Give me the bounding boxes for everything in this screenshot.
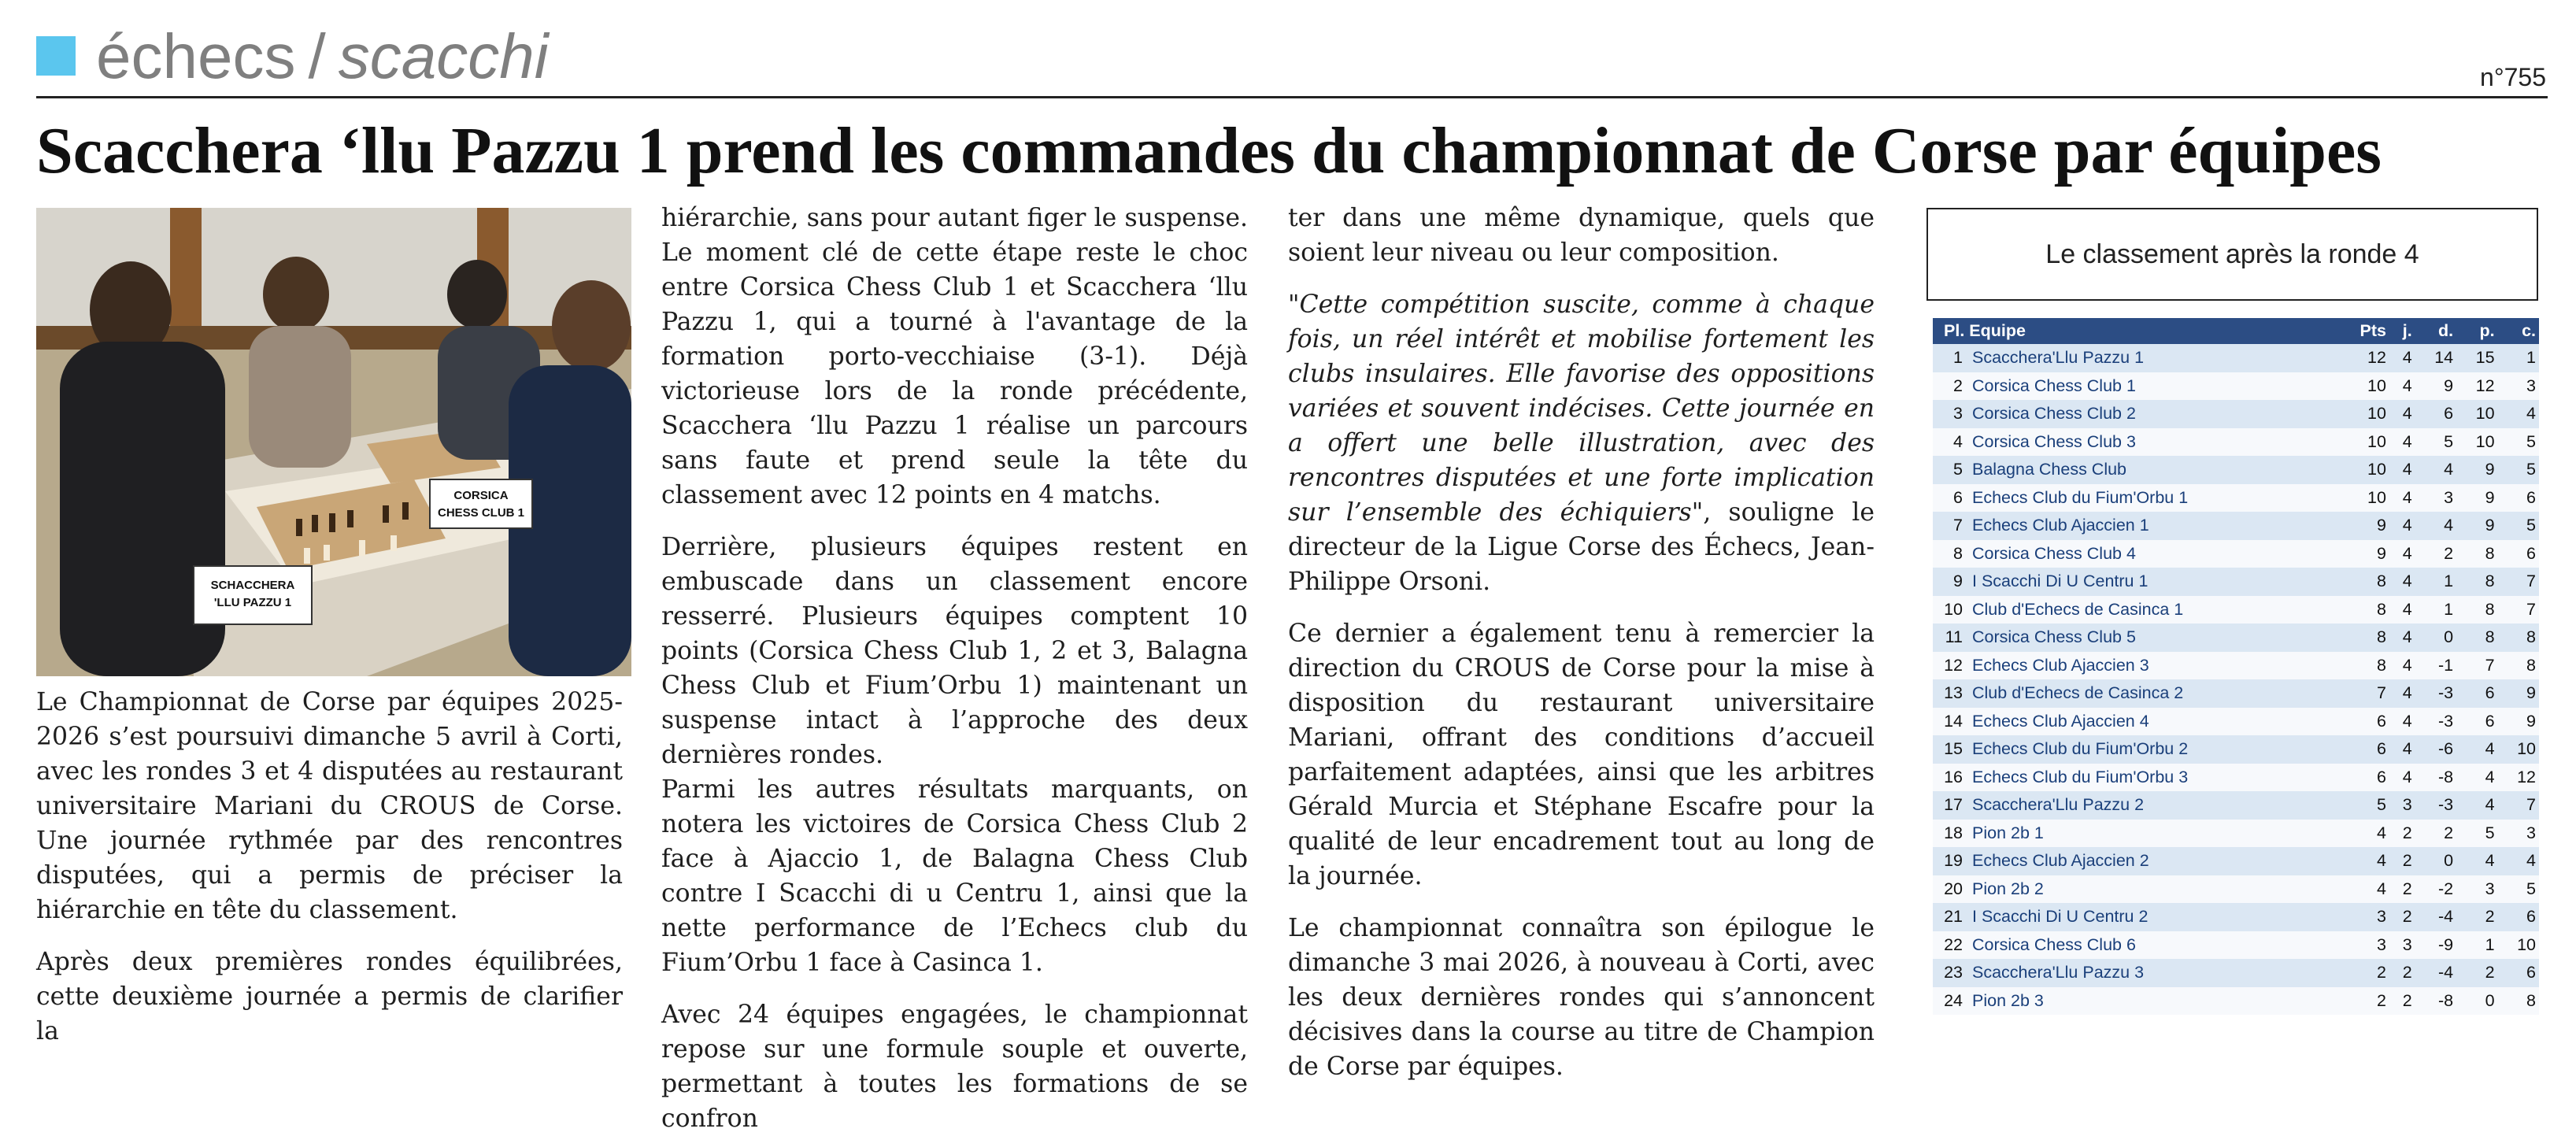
- cell-team: Corsica Chess Club 1: [1966, 372, 2336, 401]
- article-column-1: [36, 685, 623, 1049]
- section-rubric: [96, 17, 548, 96]
- standings-row: [1933, 764, 2539, 792]
- cell-p: 7: [2456, 652, 2497, 680]
- cell-c: 10: [2498, 931, 2539, 960]
- cell-pts: 10: [2336, 456, 2389, 484]
- cell-team: Balagna Chess Club: [1966, 456, 2336, 484]
- col-header-pl-equipe: Pl. Equipe: [1933, 318, 2336, 344]
- cell-c: 9: [2498, 679, 2539, 708]
- cell-pl: 6: [1933, 484, 1966, 512]
- cell-p: 9: [2456, 484, 2497, 512]
- issue-number: n°755: [2480, 63, 2546, 91]
- cell-team: Corsica Chess Club 4: [1966, 540, 2336, 568]
- standings-row: [1933, 540, 2539, 568]
- cell-pts: 10: [2336, 484, 2389, 512]
- cell-d: 5: [2415, 428, 2456, 457]
- cell-team: Echecs Club du Fium'Orbu 1: [1966, 484, 2336, 512]
- cell-pts: 4: [2336, 847, 2389, 875]
- cell-pl: 24: [1933, 987, 1966, 1016]
- cell-c: 6: [2498, 540, 2539, 568]
- cell-d: 1: [2415, 596, 2456, 624]
- cell-pl: 3: [1933, 400, 1966, 428]
- cell-p: 4: [2456, 764, 2497, 792]
- cell-j: 4: [2389, 624, 2415, 652]
- cell-j: 2: [2389, 875, 2415, 904]
- cell-team: Corsica Chess Club 6: [1966, 931, 2336, 960]
- cell-d: 1: [2415, 568, 2456, 596]
- cell-pts: 10: [2336, 400, 2389, 428]
- svg-text:CHESS CLUB 1: CHESS CLUB 1: [437, 506, 525, 520]
- cell-c: 1: [2498, 344, 2539, 372]
- standings-row: [1933, 959, 2539, 987]
- cell-pl: 8: [1933, 540, 1966, 568]
- standings-row: [1933, 875, 2539, 904]
- standings-row: [1933, 484, 2539, 512]
- quote-attribution: , souligne le directeur de la Ligue Corse des Échecs, Jean-Philippe Orsoni.: [1288, 498, 1875, 596]
- cell-team: Club d'Echecs de Casinca 2: [1966, 679, 2336, 708]
- cell-p: 4: [2456, 791, 2497, 820]
- rubric-italian: scacchi: [338, 21, 549, 91]
- cell-pts: 4: [2336, 820, 2389, 848]
- cell-pl: 13: [1933, 679, 1966, 708]
- cell-j: 4: [2389, 679, 2415, 708]
- cell-d: -1: [2415, 652, 2456, 680]
- standings-row: [1933, 400, 2539, 428]
- cell-pts: 6: [2336, 764, 2389, 792]
- standings-title: Le classement après la ronde 4: [1926, 208, 2538, 301]
- cell-p: 6: [2456, 708, 2497, 736]
- cell-c: 8: [2498, 624, 2539, 652]
- cell-c: 5: [2498, 512, 2539, 540]
- cell-pl: 5: [1933, 456, 1966, 484]
- cell-d: 4: [2415, 512, 2456, 540]
- paragraph-other-results: Parmi les autres résultats marquants, on notera les victoires de Corsica Chess Club 2 face à Ajaccio 1, de Balagna Chess Club contre I Scacchi di u Centru 1, ainsi que la nette performance de l’Echecs club du Fium’Orbu 1 face à Casinca 1.: [661, 775, 1248, 977]
- svg-text:CORSICA: CORSICA: [453, 489, 509, 502]
- cell-p: 8: [2456, 596, 2497, 624]
- cell-team: Corsica Chess Club 5: [1966, 624, 2336, 652]
- cell-j: 4: [2389, 512, 2415, 540]
- cell-p: 1: [2456, 931, 2497, 960]
- cell-j: 4: [2389, 596, 2415, 624]
- cell-c: 6: [2498, 959, 2539, 987]
- standings-row: [1933, 847, 2539, 875]
- article-headline: Scacchera ‘llu Pazzu 1 prend les commandes du championnat de Corse par équipes: [36, 114, 2382, 187]
- cell-j: 4: [2389, 456, 2415, 484]
- header-rule: [36, 96, 2548, 98]
- cell-pts: 3: [2336, 903, 2389, 931]
- standings-row: [1933, 456, 2539, 484]
- cell-pl: 14: [1933, 708, 1966, 736]
- cell-j: 4: [2389, 428, 2415, 457]
- cell-pts: 5: [2336, 791, 2389, 820]
- cell-c: 7: [2498, 568, 2539, 596]
- cell-pts: 8: [2336, 652, 2389, 680]
- director-quote: "Cette compétition suscite, comme à chaque fois, un réel intérêt et mobilise fortement les clubs insulaires. Elle favorise des oppositions variées et souvent indécises. Cette journée en a offert une belle illustration, avec des rencontres disputées et une forte implication sur l’ensemble des échiquiers": [1288, 290, 1875, 527]
- cell-pl: 11: [1933, 624, 1966, 652]
- cell-c: 12: [2498, 764, 2539, 792]
- cell-d: -9: [2415, 931, 2456, 960]
- cell-pts: 8: [2336, 596, 2389, 624]
- chess-players-illustration: [36, 208, 631, 676]
- paragraph-chasing-teams: Derrière, plusieurs équipes restent en embuscade dans un classement encore resserré. Plusieurs équipes comptent 10 points (Corsica Chess Club 1, 2 et 3, Balagna Chess Club et Fium’Orbu 1) maintenant un suspense intact à l’approche des deux dernières rondes.: [661, 533, 1248, 769]
- cell-d: -6: [2415, 735, 2456, 764]
- cell-pl: 21: [1933, 903, 1966, 931]
- cell-team: Corsica Chess Club 3: [1966, 428, 2336, 457]
- cell-pts: 10: [2336, 372, 2389, 401]
- standings-row: [1933, 512, 2539, 540]
- cell-pts: 3: [2336, 931, 2389, 960]
- cell-j: 4: [2389, 344, 2415, 372]
- col-header-j: j.: [2389, 318, 2415, 344]
- cell-j: 4: [2389, 372, 2415, 401]
- cell-d: 0: [2415, 624, 2456, 652]
- cell-j: 2: [2389, 847, 2415, 875]
- cell-d: -4: [2415, 903, 2456, 931]
- standings-row: [1933, 903, 2539, 931]
- cell-p: 12: [2456, 372, 2497, 401]
- standings-row: [1933, 679, 2539, 708]
- paragraph-quote: [1288, 287, 1875, 599]
- cell-pl: 4: [1933, 428, 1966, 457]
- cell-d: 9: [2415, 372, 2456, 401]
- cell-team: Echecs Club Ajaccien 3: [1966, 652, 2336, 680]
- cell-team: Pion 2b 2: [1966, 875, 2336, 904]
- cell-d: 14: [2415, 344, 2456, 372]
- article-column-2: [661, 201, 1248, 1136]
- rubric-separator: /: [308, 21, 326, 91]
- cell-c: 7: [2498, 791, 2539, 820]
- standings-row: [1933, 931, 2539, 960]
- cell-pl: 12: [1933, 652, 1966, 680]
- cell-p: 6: [2456, 679, 2497, 708]
- cell-p: 5: [2456, 820, 2497, 848]
- standings-row: [1933, 624, 2539, 652]
- cell-c: 5: [2498, 428, 2539, 457]
- cell-pl: 15: [1933, 735, 1966, 764]
- cell-d: 2: [2415, 540, 2456, 568]
- cell-j: 4: [2389, 735, 2415, 764]
- paragraph-format: Avec 24 équipes engagées, le championnat repose sur une formule souple et ouverte, permettant à toutes les formations de se confron: [661, 1001, 1248, 1133]
- cell-d: -3: [2415, 791, 2456, 820]
- cell-j: 2: [2389, 959, 2415, 987]
- cell-team: Club d'Echecs de Casinca 1: [1966, 596, 2336, 624]
- cell-d: 3: [2415, 484, 2456, 512]
- cell-p: 8: [2456, 568, 2497, 596]
- cell-d: -3: [2415, 708, 2456, 736]
- cell-d: -8: [2415, 987, 2456, 1016]
- col-header-d: d.: [2415, 318, 2456, 344]
- cell-j: 2: [2389, 903, 2415, 931]
- paragraph-next-date: Le championnat connaîtra son épilogue le dimanche 3 mai 2026, à nouveau à Corti, avec les deux dernières rondes qui s’annoncent décisives dans la course au titre de Champion de Corse par équipes.: [1288, 914, 1875, 1081]
- cell-pl: 22: [1933, 931, 1966, 960]
- cell-pl: 17: [1933, 791, 1966, 820]
- col-header-pts: Pts: [2336, 318, 2389, 344]
- cell-c: 5: [2498, 875, 2539, 904]
- cell-pts: 9: [2336, 540, 2389, 568]
- cell-team: I Scacchi Di U Centru 2: [1966, 903, 2336, 931]
- paragraph-intro: Le Championnat de Corse par équipes 2025-2026 s’est poursuivi dimanche 5 avril à Corti, avec les rondes 3 et 4 disputées au restaurant universitaire Mariani du CROUS de Corse. Une journée rythmée par des rencontres disputées, qui a permis de préciser la hiérarchie en tête du classement.: [36, 688, 623, 924]
- cell-pl: 7: [1933, 512, 1966, 540]
- cell-j: 4: [2389, 540, 2415, 568]
- cell-j: 3: [2389, 791, 2415, 820]
- cell-d: -3: [2415, 679, 2456, 708]
- standings-row: [1933, 652, 2539, 680]
- rubric-french: échecs: [96, 21, 296, 91]
- cell-team: Scacchera'Llu Pazzu 3: [1966, 959, 2336, 987]
- cell-c: 4: [2498, 847, 2539, 875]
- cell-d: -4: [2415, 959, 2456, 987]
- cell-p: 15: [2456, 344, 2497, 372]
- cell-d: 6: [2415, 400, 2456, 428]
- standings-row: [1933, 372, 2539, 401]
- cell-p: 8: [2456, 540, 2497, 568]
- standings-row: [1933, 735, 2539, 764]
- cell-team: Pion 2b 3: [1966, 987, 2336, 1016]
- paragraph-thanks: Ce dernier a également tenu à remercier la direction du CROUS de Corse pour la mise à disposition du restaurant universitaire Mariani, offrant des conditions d’accueil parfaitement adaptées, ainsi que les arbitres Gérald Murcia et Stéphane Escafre pour la qualité de leur encadrement tout au long de la journée.: [1288, 620, 1875, 890]
- standings-header-row: [1933, 318, 2539, 344]
- standings-table: [1933, 318, 2539, 1015]
- standings-row: [1933, 596, 2539, 624]
- cell-pl: 9: [1933, 568, 1966, 596]
- article-photo: [36, 208, 631, 676]
- standings-row: [1933, 987, 2539, 1016]
- standings-row: [1933, 791, 2539, 820]
- cell-pts: 4: [2336, 875, 2389, 904]
- article-column-3: [1288, 201, 1875, 1101]
- cell-p: 4: [2456, 735, 2497, 764]
- cell-pts: 2: [2336, 959, 2389, 987]
- paragraph-second-day: Après deux premières rondes équilibrées, cette deuxième journée a permis de clarifier la: [36, 948, 623, 1045]
- cell-c: 3: [2498, 820, 2539, 848]
- svg-text:SCHACCHERA: SCHACCHERA: [210, 579, 295, 592]
- cell-pl: 2: [1933, 372, 1966, 401]
- cell-p: 9: [2456, 456, 2497, 484]
- cell-c: 3: [2498, 372, 2539, 401]
- standings-row: [1933, 820, 2539, 848]
- cell-team: Scacchera'Llu Pazzu 1: [1966, 344, 2336, 372]
- cell-j: 4: [2389, 400, 2415, 428]
- cell-pts: 2: [2336, 987, 2389, 1016]
- cell-c: 9: [2498, 708, 2539, 736]
- col-header-c: c.: [2498, 318, 2539, 344]
- cell-pts: 7: [2336, 679, 2389, 708]
- cell-team: I Scacchi Di U Centru 1: [1966, 568, 2336, 596]
- standings-row: [1933, 708, 2539, 736]
- cell-p: 4: [2456, 847, 2497, 875]
- cell-d: -2: [2415, 875, 2456, 904]
- standings-row: [1933, 568, 2539, 596]
- cell-p: 10: [2456, 400, 2497, 428]
- cell-team: Echecs Club Ajaccien 2: [1966, 847, 2336, 875]
- cell-d: 0: [2415, 847, 2456, 875]
- cell-d: 4: [2415, 456, 2456, 484]
- cell-c: 6: [2498, 903, 2539, 931]
- cell-c: 5: [2498, 456, 2539, 484]
- cell-pl: 1: [1933, 344, 1966, 372]
- cell-j: 4: [2389, 764, 2415, 792]
- cell-pl: 18: [1933, 820, 1966, 848]
- cell-team: Echecs Club du Fium'Orbu 2: [1966, 735, 2336, 764]
- cell-team: Pion 2b 1: [1966, 820, 2336, 848]
- standings-body: [1933, 344, 2539, 1015]
- cell-d: -8: [2415, 764, 2456, 792]
- cell-pts: 8: [2336, 568, 2389, 596]
- cell-p: 0: [2456, 987, 2497, 1016]
- svg-text:'LLU PAZZU 1: 'LLU PAZZU 1: [213, 596, 292, 609]
- paragraph-second-day-cont: hiérarchie, sans pour autant figer le suspense. Le moment clé de cette étape reste le choc entre Corsica Chess Club 1 et Scacchera ‘llu Pazzu 1, qui a tourné à l'avantage de la formation porto-vecchiaise (3-1). Déjà victorieuse lors de la ronde précédente, Scacchera ‘llu Pazzu 1 réalise un parcours sans faute et prend seule la tête du classement avec 12 points en 4 matchs.: [661, 204, 1248, 509]
- cell-p: 10: [2456, 428, 2497, 457]
- cell-pts: 6: [2336, 735, 2389, 764]
- cell-team: Echecs Club Ajaccien 1: [1966, 512, 2336, 540]
- cell-pts: 12: [2336, 344, 2389, 372]
- cell-p: 9: [2456, 512, 2497, 540]
- paragraph-format-cont: ter dans une même dynamique, quels que soient leur niveau ou leur composition.: [1288, 204, 1875, 267]
- cell-j: 4: [2389, 708, 2415, 736]
- cell-c: 6: [2498, 484, 2539, 512]
- cell-p: 2: [2456, 959, 2497, 987]
- cell-j: 4: [2389, 652, 2415, 680]
- rubric-color-square: [36, 36, 76, 76]
- cell-d: 2: [2415, 820, 2456, 848]
- cell-team: Scacchera'Llu Pazzu 2: [1966, 791, 2336, 820]
- cell-j: 4: [2389, 568, 2415, 596]
- cell-p: 8: [2456, 624, 2497, 652]
- col-header-p: p.: [2456, 318, 2497, 344]
- cell-p: 2: [2456, 903, 2497, 931]
- cell-pts: 6: [2336, 708, 2389, 736]
- cell-c: 8: [2498, 987, 2539, 1016]
- cell-c: 7: [2498, 596, 2539, 624]
- cell-c: 10: [2498, 735, 2539, 764]
- cell-pl: 20: [1933, 875, 1966, 904]
- cell-team: Echecs Club du Fium'Orbu 3: [1966, 764, 2336, 792]
- cell-pts: 9: [2336, 512, 2389, 540]
- cell-team: Echecs Club Ajaccien 4: [1966, 708, 2336, 736]
- cell-pts: 10: [2336, 428, 2389, 457]
- standings-row: [1933, 428, 2539, 457]
- cell-c: 8: [2498, 652, 2539, 680]
- cell-pts: 8: [2336, 624, 2389, 652]
- cell-pl: 16: [1933, 764, 1966, 792]
- cell-pl: 10: [1933, 596, 1966, 624]
- cell-j: 2: [2389, 820, 2415, 848]
- standings-row: [1933, 344, 2539, 372]
- cell-j: 4: [2389, 484, 2415, 512]
- cell-pl: 19: [1933, 847, 1966, 875]
- cell-j: 2: [2389, 987, 2415, 1016]
- cell-pl: 23: [1933, 959, 1966, 987]
- cell-c: 4: [2498, 400, 2539, 428]
- cell-team: Corsica Chess Club 2: [1966, 400, 2336, 428]
- cell-j: 3: [2389, 931, 2415, 960]
- cell-p: 3: [2456, 875, 2497, 904]
